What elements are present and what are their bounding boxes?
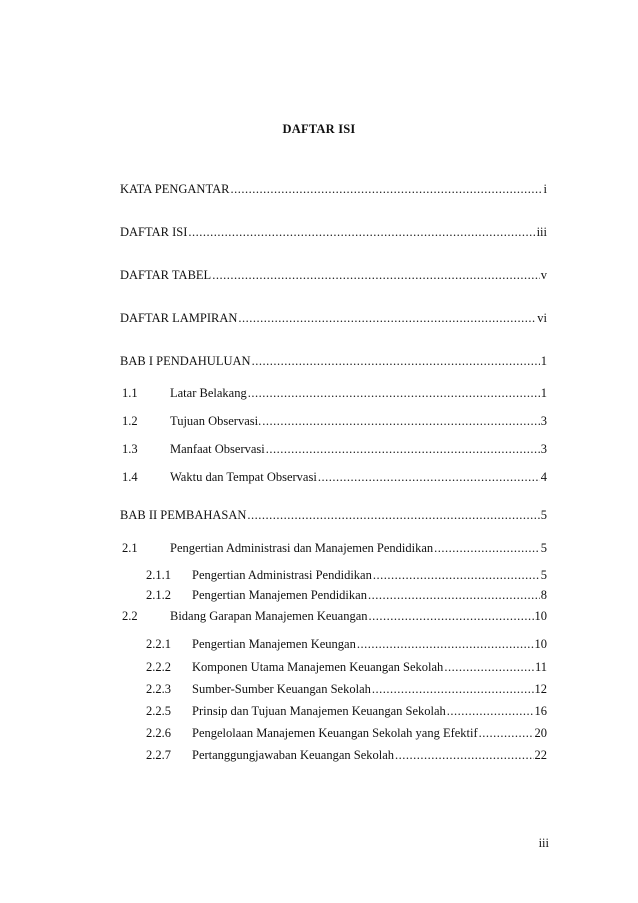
toc-entry-label: Pertanggungjawaban Keuangan Sekolah <box>192 748 395 762</box>
toc-entry-label: Latar Belakang <box>170 386 247 400</box>
dot-leader <box>479 725 534 741</box>
toc-entry-page: i <box>543 182 547 196</box>
page-number: iii <box>538 836 549 850</box>
toc-entry-number: 1.2 <box>122 414 138 428</box>
dot-leader <box>444 659 534 675</box>
dot-leader <box>212 267 540 283</box>
toc-entry-2-1-1 <box>146 567 547 583</box>
toc-entry-page: 8 <box>540 588 547 602</box>
toc-entry-number: 1.3 <box>122 442 138 456</box>
toc-entry-page: iii <box>536 225 547 239</box>
toc-entry-daftar-isi <box>120 224 547 240</box>
toc-entry-page: 20 <box>534 726 547 740</box>
toc-entry-page: 1 <box>540 386 547 400</box>
dot-leader <box>262 413 540 429</box>
toc-entry-label: Pengertian Manajemen Keungan <box>192 637 356 651</box>
toc-entry-page: 3 <box>540 442 547 456</box>
toc-entry-page: 5 <box>540 508 547 522</box>
toc-entry-1-4 <box>122 469 547 485</box>
toc-entry-number: 2.2.7 <box>146 748 171 762</box>
page-title: DAFTAR ISI <box>282 122 356 136</box>
toc-entry-label: Pengertian Manajemen Pendidikan <box>192 588 367 602</box>
dot-leader <box>318 469 540 485</box>
toc-entry-1-3 <box>122 441 547 457</box>
toc-entry-2-2-6 <box>146 725 547 741</box>
toc-entry-2-2 <box>122 608 547 624</box>
toc-entry-2-2-2 <box>146 659 547 675</box>
dot-leader <box>230 181 542 197</box>
toc-entry-label: Pengelolaan Manajemen Keuangan Sekolah yang Efektif <box>192 726 478 740</box>
dot-leader <box>188 224 535 240</box>
toc-entry-label: Pengertian Administrasi Pendidikan <box>192 568 372 582</box>
toc-entry-1-1 <box>122 385 547 401</box>
toc-entry-number: 1.1 <box>122 386 138 400</box>
dot-leader <box>248 385 540 401</box>
toc-entry-page: 5 <box>540 541 547 555</box>
dot-leader <box>247 507 539 523</box>
toc-entry-page: 10 <box>534 637 547 651</box>
toc-entry-number: 1.4 <box>122 470 138 484</box>
toc-entry-page: 12 <box>534 682 547 696</box>
toc-entry-label: BAB I PENDAHULUAN <box>120 354 251 368</box>
dot-leader <box>266 441 540 457</box>
toc-entry-page: v <box>540 268 547 282</box>
toc-entry-label: DAFTAR ISI <box>120 225 188 239</box>
toc-entry-label: Prinsip dan Tujuan Manajemen Keuangan Sekolah <box>192 704 446 718</box>
toc-entry-number: 2.1.1 <box>146 568 171 582</box>
dot-leader <box>357 636 534 652</box>
toc-entry-page: 5 <box>540 568 547 582</box>
dot-leader <box>447 703 534 719</box>
toc-entry-label: Pengertian Administrasi dan Manajemen Pendidikan <box>170 541 434 555</box>
dot-leader <box>373 567 540 583</box>
toc-entry-2-2-1 <box>146 636 547 652</box>
toc-entry-label: Sumber-Sumber Keuangan Sekolah <box>192 682 371 696</box>
toc-entry-kata-pengantar <box>120 181 547 197</box>
toc-entry-bab-2 <box>120 507 547 523</box>
table-of-contents <box>120 0 547 903</box>
dot-leader <box>372 681 534 697</box>
toc-entry-number: 2.2 <box>122 609 138 623</box>
toc-entry-2-2-3 <box>146 681 547 697</box>
toc-entry-page: 16 <box>534 704 547 718</box>
toc-entry-daftar-lampiran <box>120 310 547 326</box>
toc-entry-page: 10 <box>534 609 547 623</box>
toc-entry-label: KATA PENGANTAR <box>120 182 230 196</box>
toc-entry-page: vi <box>537 311 547 325</box>
toc-entry-number: 2.2.5 <box>146 704 171 718</box>
toc-entry-label: Komponen Utama Manajemen Keuangan Sekolah <box>192 660 444 674</box>
toc-entry-label: Manfaat Observasi <box>170 442 265 456</box>
toc-entry-label: Bidang Garapan Manajemen Keuangan <box>170 609 368 623</box>
toc-entry-page: 22 <box>534 748 547 762</box>
dot-leader <box>368 587 540 603</box>
dot-leader <box>252 353 540 369</box>
toc-entry-label: Tujuan Observasi. <box>170 414 262 428</box>
toc-entry-label: DAFTAR TABEL <box>120 268 212 282</box>
toc-entry-2-2-7 <box>146 747 547 763</box>
toc-entry-number: 2.2.3 <box>146 682 171 696</box>
toc-entry-page: 3 <box>540 414 547 428</box>
toc-entry-2-1-2 <box>146 587 547 603</box>
toc-entry-number: 2.1.2 <box>146 588 171 602</box>
toc-entry-label: DAFTAR LAMPIRAN <box>120 311 238 325</box>
toc-entry-page: 11 <box>534 660 547 674</box>
toc-entry-number: 2.1 <box>122 541 138 555</box>
toc-entry-2-2-5 <box>146 703 547 719</box>
toc-entry-2-1 <box>122 540 547 556</box>
toc-entry-bab-1 <box>120 353 547 369</box>
dot-leader <box>434 540 540 556</box>
toc-entry-page: 4 <box>540 470 547 484</box>
toc-entry-number: 2.2.2 <box>146 660 171 674</box>
dot-leader <box>369 608 534 624</box>
dot-leader <box>238 310 536 326</box>
toc-entry-1-2 <box>122 413 547 429</box>
toc-entry-label: Waktu dan Tempat Observasi <box>170 470 317 484</box>
toc-entry-number: 2.2.1 <box>146 637 171 651</box>
dot-leader <box>395 747 533 763</box>
toc-entry-number: 2.2.6 <box>146 726 171 740</box>
toc-entry-label: BAB II PEMBAHASAN <box>120 508 247 522</box>
toc-entry-page: 1 <box>540 354 547 368</box>
toc-entry-daftar-tabel <box>120 267 547 283</box>
